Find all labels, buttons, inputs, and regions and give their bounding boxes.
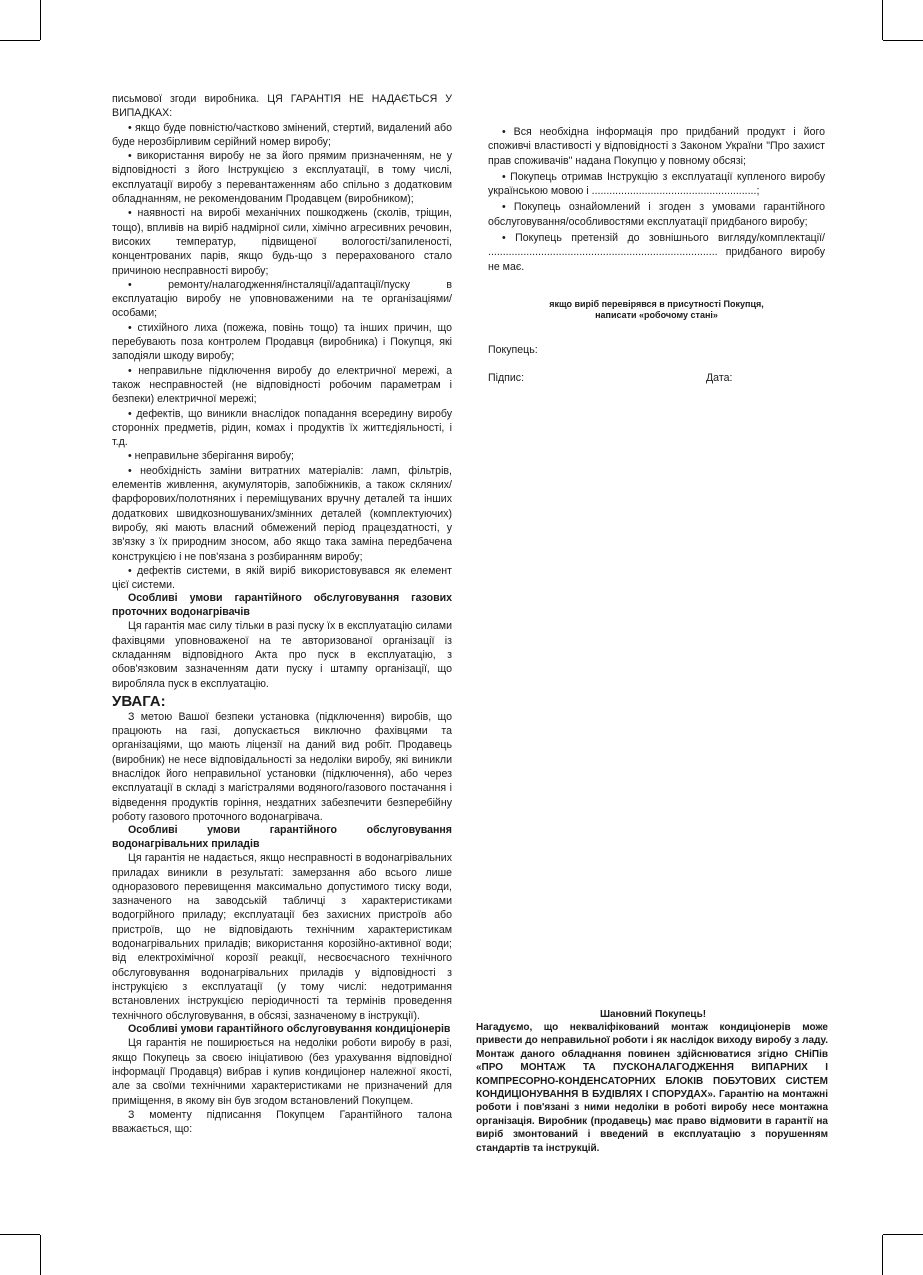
exclusion-item: • наявності на виробі механічних пошкоджень (сколів, тріщин, тощо), впливів на виріб надмірної сили, хімічно агресивних речовин, високих температур, підвищеної вологості/запиленості, концентрованих парів, якщо будь-що з перерахованого стало причиною несправності виробу; — [112, 207, 452, 277]
attention-heading: УВАГА: — [112, 692, 166, 710]
gas-heater-paragraph: Ця гарантія має силу тільки в разі пуску їх в експлуатацію силами фахівцями уповноваженої на те авторизованої організації із складанням відповідного Акта про пуск в експлуатацію, з обов'язковим зазначенням дати пуску і штампу організації, що виробляла пуск в експлуатацію. — [112, 620, 452, 690]
exclusion-item: • необхідність заміни витратних матеріалів: ламп, фільтрів, елементів живлення, акумуляторів, запобіжників, а також скляних/фарфорових/полотняних і переміщуваних вручну деталей та інших додаткових швидкозношуваних/змінних деталей (комплектуючих) виробу, які мають власний обмежений період працездатності, у зв'язку з їх природним зносом, або якщо така заміна передбачена конструкцією і не пов'язана з розбиранням виробу; — [112, 464, 452, 563]
crop-mark-top-left — [40, 0, 41, 40]
notice-title: Шановний Покупець! — [599, 1009, 707, 1020]
check-note-line2: написати «робочому стані» — [595, 310, 718, 320]
air-conditioner-heading: Особливі умови гарантійного обслуговування кондиціонерів — [128, 1022, 451, 1035]
left-column — [112, 92, 452, 1136]
exclusion-item: • стихійного лиха (пожежа, повінь тощо) та інших причин, що перебувають поза контролем Продавця (виробника) і Покупця, які заподіяли шкоду виробу; — [112, 321, 452, 363]
exclusion-item: • якщо буде повністю/частково змінений, стертий, видалений або буде нерозбірливим серійний номер виробу; — [112, 121, 452, 148]
crop-mark-right-top — [883, 40, 923, 41]
right-column-statements — [488, 125, 825, 276]
exclusion-item: • ремонту/налагодження/інсталяції/адаптації/пуску в експлуатацію виробу не уповноваженими на те організаціями/особами; — [112, 278, 452, 320]
notice-paragraph: Нагадуємо, що некваліфікований монтаж кондиціонерів може привести до неправильної роботи і як наслідок виходу виробу з ладу. Монтаж даного обладнання повинен здійснюватися згідно СНіПів «ПРО МОНТАЖ ТА ПУСКОНАЛАГОДЖЕННЯ ВИПАРНИХ І КОМПРЕСОРНО-КОНДЕНСАТОРНИХ БЛОКІВ ПОБУТОВИХ СИСТЕМ КОНДИЦІОНУВАННЯ В БУДІВЛЯХ І СПОРУДАХ». Гарантію на монтажні роботи і пов'язані з ними недоліки в роботі виробу несе монтажна організація. Виробник (продавець) має право відмовити в гарантії на виріб змонтований і введений в експлуатацію з порушенням стандартів та інструкцій. — [476, 1022, 828, 1154]
statement-item: • Покупець ознайомлений і згоден з умовами гарантійного обслуговування/особливостями експлуатації придбаного виробу; — [488, 201, 825, 228]
date-label: Дата: — [706, 372, 733, 384]
water-heater-heading: Особливі умови гарантійного обслуговування водонагрівальних приладів — [112, 824, 452, 850]
crop-mark-left-top — [0, 40, 40, 41]
crop-mark-top-right — [882, 0, 883, 40]
exclusion-item: • дефектів системи, в якій виріб використовувався як елемент цієї системи. — [112, 564, 452, 592]
signature-label: Підпис: — [488, 372, 525, 384]
statement-item: • Покупець претензій до зовнішнього вигляду/комплектації/ .............................................................................. придбаного виробу не має. — [488, 232, 825, 273]
crop-mark-bottom-left — [40, 1235, 41, 1275]
exclusion-item: • дефектів, що виникли внаслідок попадання всередину виробу сторонніх предметів, рідин, комах і продуктів їх життєдіяльності, і т.д. — [112, 407, 452, 449]
crop-mark-left-bottom — [0, 1234, 40, 1235]
exclusion-item: • використання виробу не за його прямим призначенням, не у відповідності з його Інструкцією з експлуатації, в тому числі, експлуатації виробу з перевантаженням або спільно з додатковим обладнанням, не рекомендованим Продавцем (виробником); — [112, 150, 452, 206]
intro-paragraph: письмової згоди виробника. ЦЯ ГАРАНТІЯ НЕ НАДАЄТЬСЯ У ВИПАДКАХ: — [112, 93, 452, 120]
exclusion-item: • неправильне зберігання виробу; — [128, 450, 294, 463]
gas-heater-heading: Особливі умови гарантійного обслуговування газових проточних водонагрівачів — [112, 592, 452, 618]
crop-mark-right-bottom — [883, 1234, 923, 1235]
statement-item: • Покупець отримав Інструкцію з експлуатації купленого виробу українською мовою і ........................................................; — [488, 170, 825, 198]
air-conditioner-paragraph: Ця гарантія не поширюється на недоліки роботи виробу в разі, якщо Покупець за своєю ініціативою (без урахування відповідної інформації Продавця) вибрав і купив кондиціонер належної якості, але за своїми технічними характеристиками не призначений для приміщення, в якому він був згодом встановлений Покупцем. — [112, 1037, 452, 1107]
statement-item: • Вся необхідна інформація про придбаний продукт і його споживчі властивості у відповідності з Законом України "Про захист прав споживачів" надана Покупцю у повному обсязі; — [488, 126, 825, 167]
buyer-label: Покупець: — [488, 344, 538, 356]
check-note-line1: якщо виріб перевірявся в присутності Покупця, — [549, 299, 764, 309]
check-note — [488, 299, 825, 321]
crop-mark-bottom-right — [882, 1235, 883, 1275]
exclusion-item: • неправильне підключення виробу до електричної мережі, а також несправностей (не відповідності робочим параметрам і безпеки) електричної мережі; — [112, 364, 452, 406]
closing-paragraph: З моменту підписання Покупцем Гарантійного талона вважається, що: — [112, 1108, 452, 1136]
attention-paragraph: З метою Вашої безпеки установка (підключення) виробів, що працюють на газі, допускається виключно фахівцями та організаціями, що мають ліцензії на даний вид робіт. Продавець (виробник) не несе відповідальності за недоліки виробу, які виникли внаслідок його неправильної установки (підключення), або через експлуатації в складі з магістралями водяного/газового постачання і відведення продуктів горіння, нездатних забезпечити безперебійну роботу газового проточного водонагрівача. — [112, 710, 452, 823]
water-heater-paragraph: Ця гарантія не надається, якщо несправності в водонагрівальних приладах виникли в результаті: замерзання або всього лише одноразового перевищення максимально допустимого тиску води, зазначеного на заводській табличці з характеристиками водогрійного приладу; експлуатації без захисних пристроїв або пристроїв, що не відповідають технічним характеристикам водонагрівальних приладів; використання корозійно-активної води; від електрохімічної корозії реакції, несвоєчасного технічного обслуговування водонагрівальних приладів у відповідності з інструкцією з експлуатації (у тому числі: недотримання встановлених інструкцією періодичності та термінів проведення технічного обслуговування, в обсязі, зазначеному в інструкції). — [112, 852, 452, 1022]
